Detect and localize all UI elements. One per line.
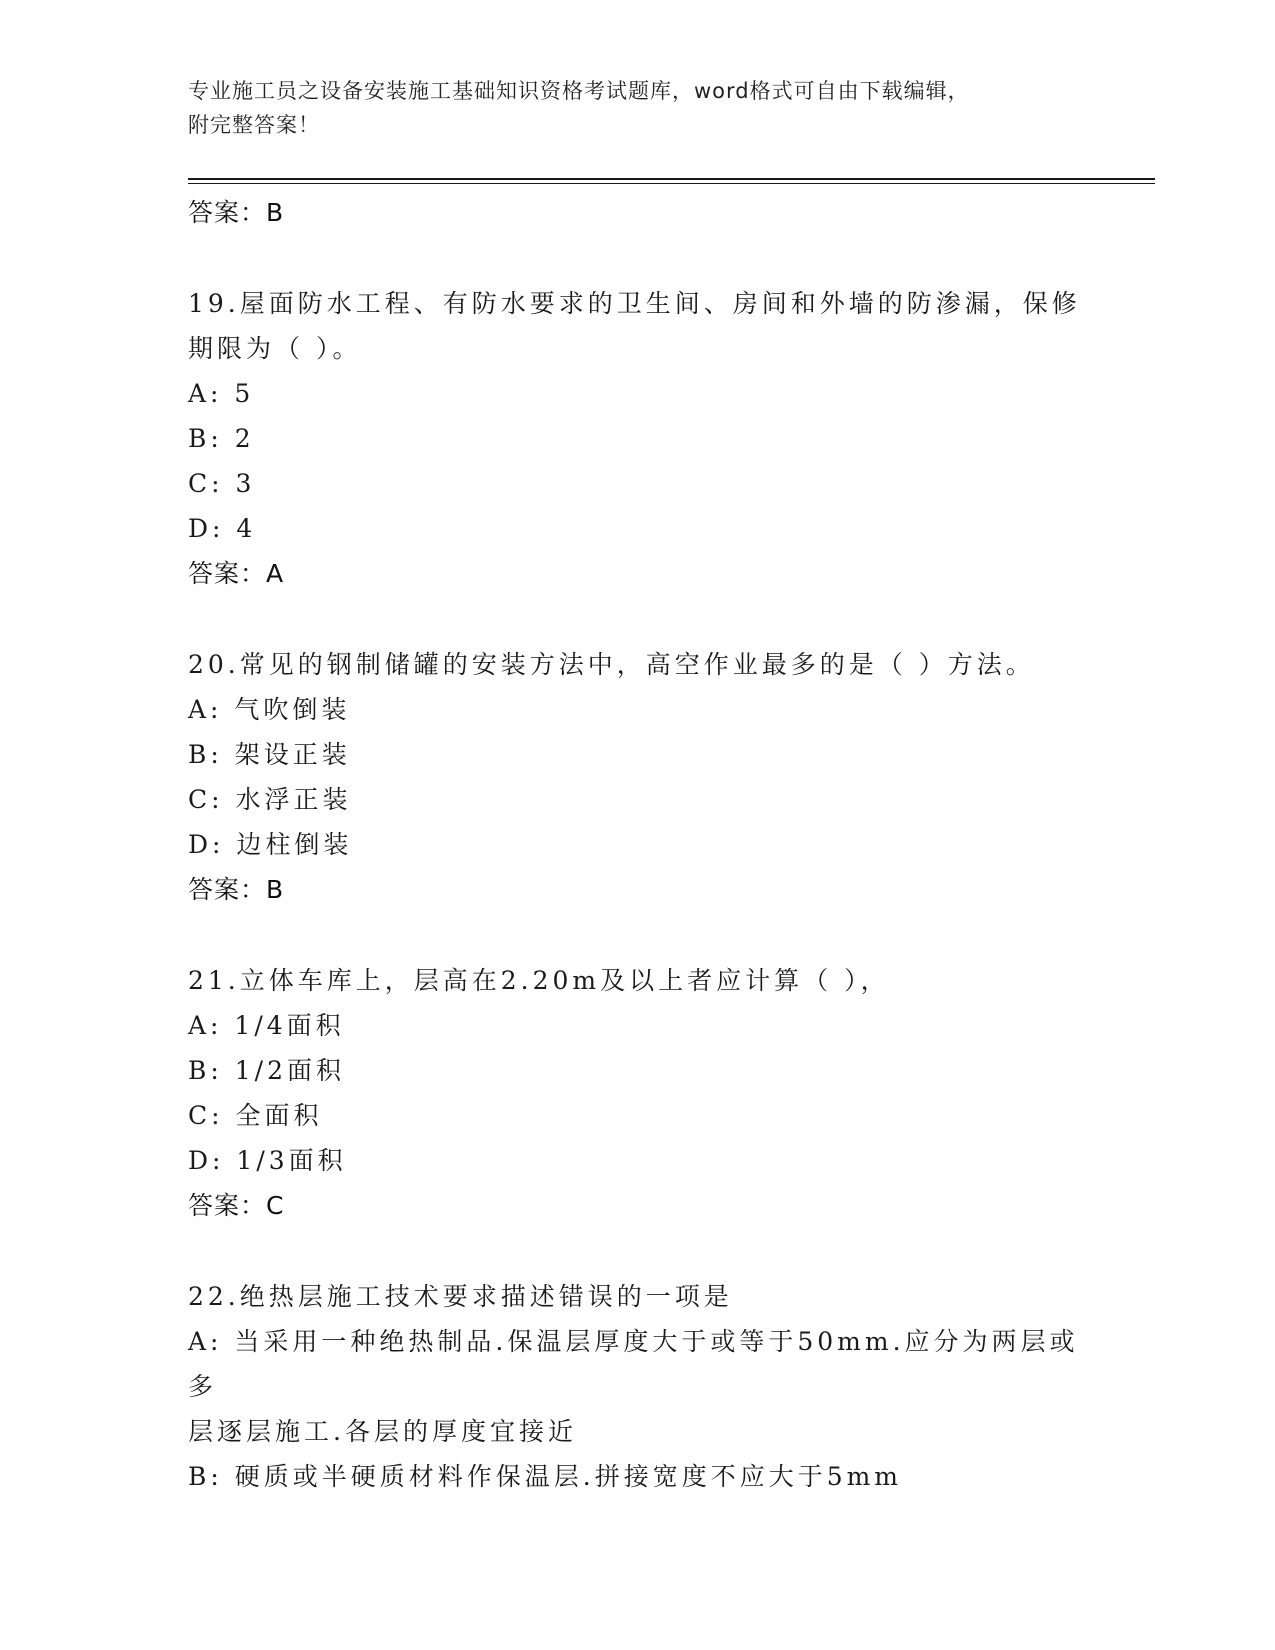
option-c: C: 3 — [188, 469, 256, 498]
answer: 答案：A — [188, 559, 285, 588]
option-b: B: 架设正装 — [188, 740, 351, 769]
question-text: 21.立体车库上，层高在2.20m及以上者应计算（ ）， — [188, 966, 890, 995]
header-line-1: 专业施工员之设备安装施工基础知识资格考试题库，word格式可自由下载编辑， — [188, 79, 970, 103]
option-a-continued: 层逐层施工.各层的厚度宜接近 — [188, 1417, 577, 1446]
option-b: B: 1/2面积 — [188, 1056, 345, 1085]
previous-answer: 答案：B — [188, 198, 285, 227]
question-text-continued: 期限为（ ）。 — [188, 334, 362, 363]
option-b: B: 硬质或半硬质材料作保温层.拼接宽度不应大于5mm — [188, 1462, 903, 1491]
option-c: C: 全面积 — [188, 1101, 323, 1130]
spacer — [188, 912, 1088, 958]
option-d: D: 4 — [188, 514, 257, 543]
question-19 — [188, 281, 1088, 596]
option-a: A: 气吹倒装 — [188, 695, 351, 724]
question-text: 22.绝热层施工技术要求描述错误的一项是 — [188, 1282, 733, 1311]
header-divider-thick — [188, 178, 1155, 180]
document-header — [188, 74, 1068, 142]
option-a: A: 当采用一种绝热制品.保温层厚度大于或等于50mm.应分为两层或多 — [188, 1327, 1079, 1401]
header-divider-thin — [188, 183, 1155, 184]
option-a: A: 5 — [188, 379, 255, 408]
option-c: C: 水浮正装 — [188, 785, 352, 814]
option-b: B: 2 — [188, 424, 255, 453]
spacer — [188, 596, 1088, 642]
question-22 — [188, 1274, 1088, 1499]
spacer — [188, 235, 1088, 281]
question-21 — [188, 958, 1088, 1228]
header-line-2: 附完整答案！ — [188, 113, 320, 137]
answer: 答案：B — [188, 875, 285, 904]
option-d: D: 1/3面积 — [188, 1146, 347, 1175]
spacer — [188, 1228, 1088, 1274]
option-a: A: 1/4面积 — [188, 1011, 345, 1040]
answer: 答案：C — [188, 1191, 285, 1220]
question-list — [188, 190, 1088, 1499]
question-20 — [188, 642, 1088, 912]
question-text: 20.常见的钢制储罐的安装方法中，高空作业最多的是（ ）方法。 — [188, 650, 1035, 679]
question-text: 19.屋面防水工程、有防水要求的卫生间、房间和外墙的防渗漏，保修 — [188, 289, 1081, 318]
option-d: D: 边柱倒装 — [188, 830, 353, 859]
